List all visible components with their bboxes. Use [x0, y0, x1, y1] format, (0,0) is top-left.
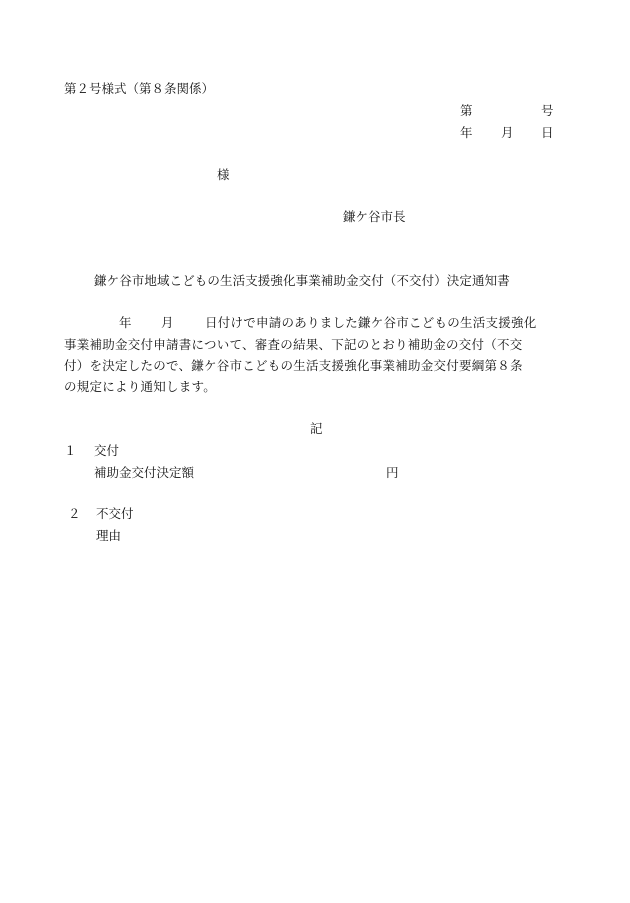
body-line-2: 事業補助金交付申請書について、審査の結果、下記のとおり補助金の交付（不交 — [64, 337, 523, 352]
document-title: 鎌ケ谷市地域こどもの生活支援強化事業補助金交付（不交付）決定通知書 — [94, 273, 510, 288]
item-2-number: ２ — [68, 506, 81, 521]
item-1-number: １ — [64, 443, 77, 458]
grant-amount-unit: 円 — [386, 465, 399, 480]
item-1-heading: 交付 — [94, 443, 120, 458]
grant-amount-label: 補助金交付決定額 — [94, 465, 195, 480]
issuer-name: 鎌ケ谷市長 — [343, 209, 406, 224]
date-year-label: 年 — [460, 125, 473, 140]
document-number-suffix: 号 — [541, 103, 554, 118]
body-line-1: 日付けで申請のありました鎌ケ谷市こどもの生活支援強化 — [205, 315, 537, 330]
date-month-label: 月 — [501, 125, 514, 140]
reason-label: 理由 — [96, 528, 122, 543]
document-number-prefix: 第 — [460, 103, 473, 118]
item-2-heading: 不交付 — [96, 506, 134, 521]
ki-heading: 記 — [310, 421, 323, 436]
body-date-year: 年 — [119, 315, 132, 330]
addressee-suffix: 様 — [217, 167, 230, 182]
body-line-3: 付）を決定したので、鎌ケ谷市こどもの生活支援強化事業補助金交付要綱第８条 — [64, 358, 523, 373]
form-label: 第２号様式（第８条関係） — [64, 81, 215, 96]
date-day-label: 日 — [541, 125, 554, 140]
body-date-month: 月 — [161, 315, 174, 330]
body-line-4: の規定により通知します。 — [64, 379, 217, 394]
